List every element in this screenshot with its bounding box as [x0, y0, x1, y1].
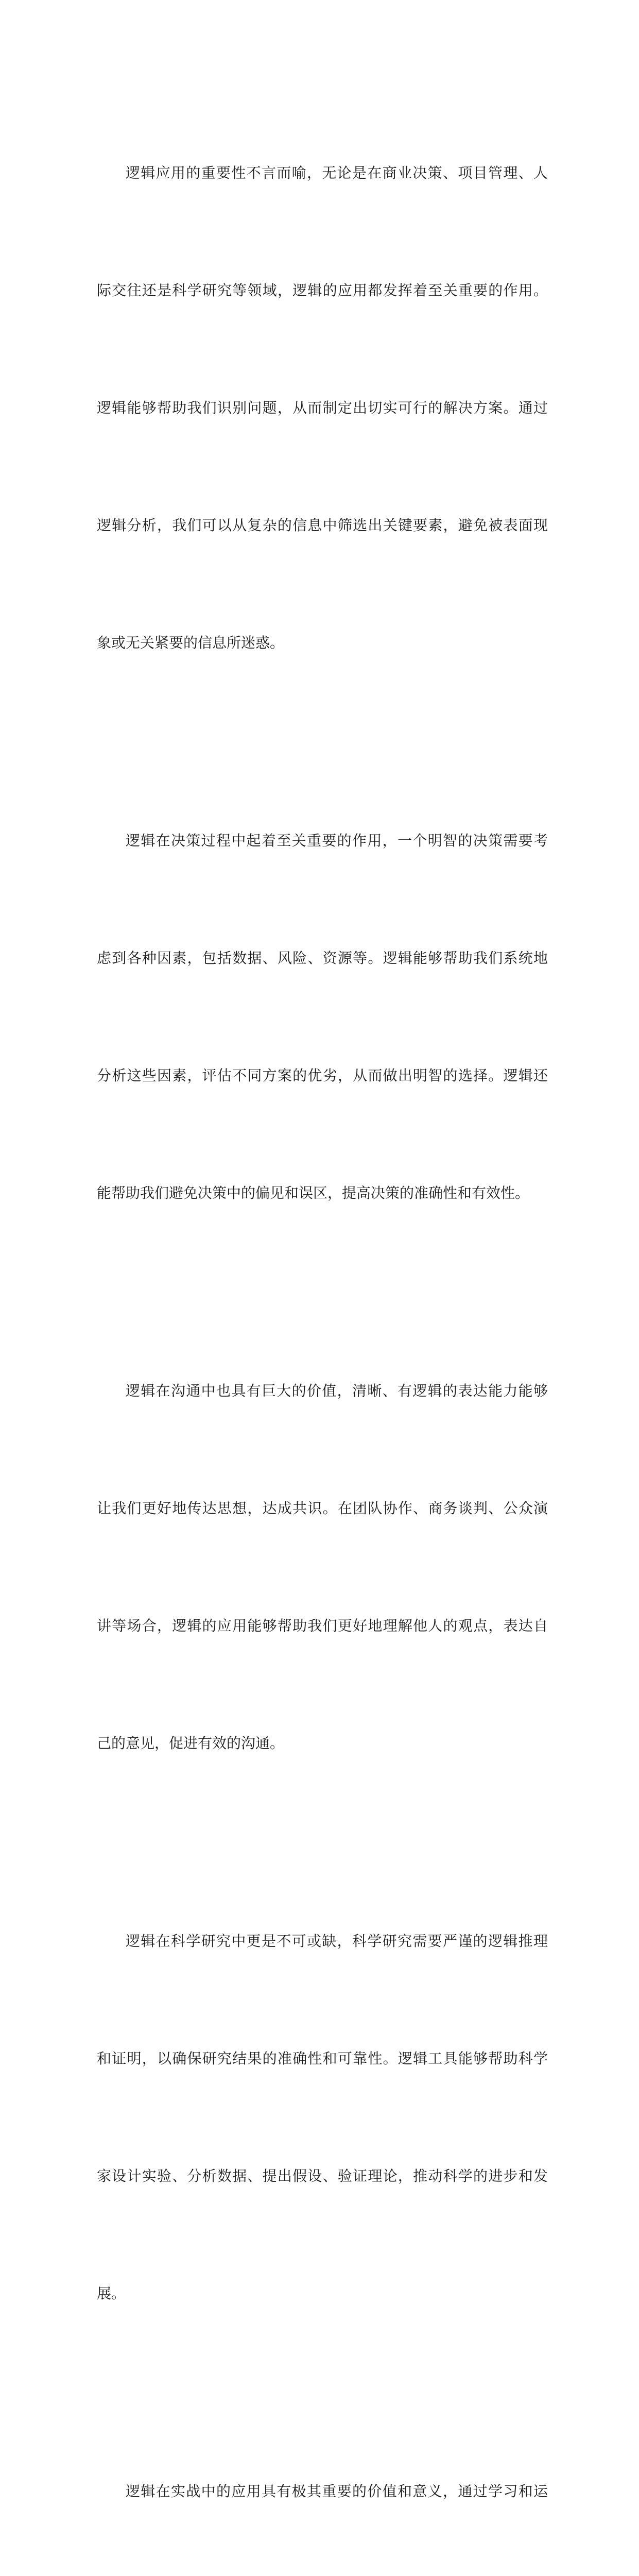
paragraph-line: 虑到各种因素，包括数据、风险、资源等。逻辑能够帮助我们系统地: [97, 950, 548, 967]
paragraph-4: [97, 1843, 548, 2392]
paragraph-line: 己的意见，促进有效的沟通。: [97, 1735, 285, 1752]
paragraph-line: 家设计实验、分析数据、提出假设、验证理论，推动科学的进步和发: [97, 2167, 548, 2184]
body-text: [97, 75, 548, 2576]
paragraph-line: 逻辑能够帮助我们识别问题，从而制定出切实可行的解决方案。通过: [97, 399, 548, 416]
paragraph-line: 逻辑在沟通中也具有巨大的价值，清晰、有逻辑的表达能力能够: [126, 1382, 548, 1399]
paragraph-3: [97, 1293, 548, 1841]
paragraph-1: [97, 75, 548, 741]
paragraph-line: 让我们更好地传达思想，达成共识。在团队协作、商务谈判、公众演: [97, 1500, 548, 1517]
paragraph-line: 逻辑应用的重要性不言而喻，无论是在商业决策、项目管理、人: [126, 164, 548, 181]
paragraph-line: 逻辑在科学研究中更是不可或缺，科学研究需要严谨的逻辑推理: [126, 1933, 548, 1950]
paragraph-line: 逻辑在决策过程中起着至关重要的作用，一个明智的决策需要考: [126, 832, 548, 849]
paragraph-2: [97, 743, 548, 1291]
paragraph-line: 和证明，以确保研究结果的准确性和可靠性。逻辑工具能够帮助科学: [97, 2050, 548, 2067]
paragraph-line: 际交往还是科学研究等领域，逻辑的应用都发挥着至关重要的作用。: [97, 282, 548, 299]
paragraph-line: 逻辑在实战中的应用具有极其重要的价值和意义，通过学习和运: [126, 2483, 548, 2500]
paragraph-line: 象或无关紧要的信息所迷惑。: [97, 634, 285, 651]
paragraph-5: [97, 2394, 548, 2576]
paragraph-line: 分析这些因素，评估不同方案的优劣，从而做出明智的选择。逻辑还: [97, 1067, 548, 1084]
paragraph-line: 能帮助我们避免决策中的偏见和误区，提高决策的准确性和有效性。: [97, 1184, 530, 1201]
paragraph-line: 逻辑分析，我们可以从复杂的信息中筛选出关键要素，避免被表面现: [97, 517, 548, 534]
paragraph-line: 讲等场合，逻辑的应用能够帮助我们更好地理解他人的观点，表达自: [97, 1617, 548, 1634]
paragraph-line: 展。: [97, 2285, 126, 2302]
